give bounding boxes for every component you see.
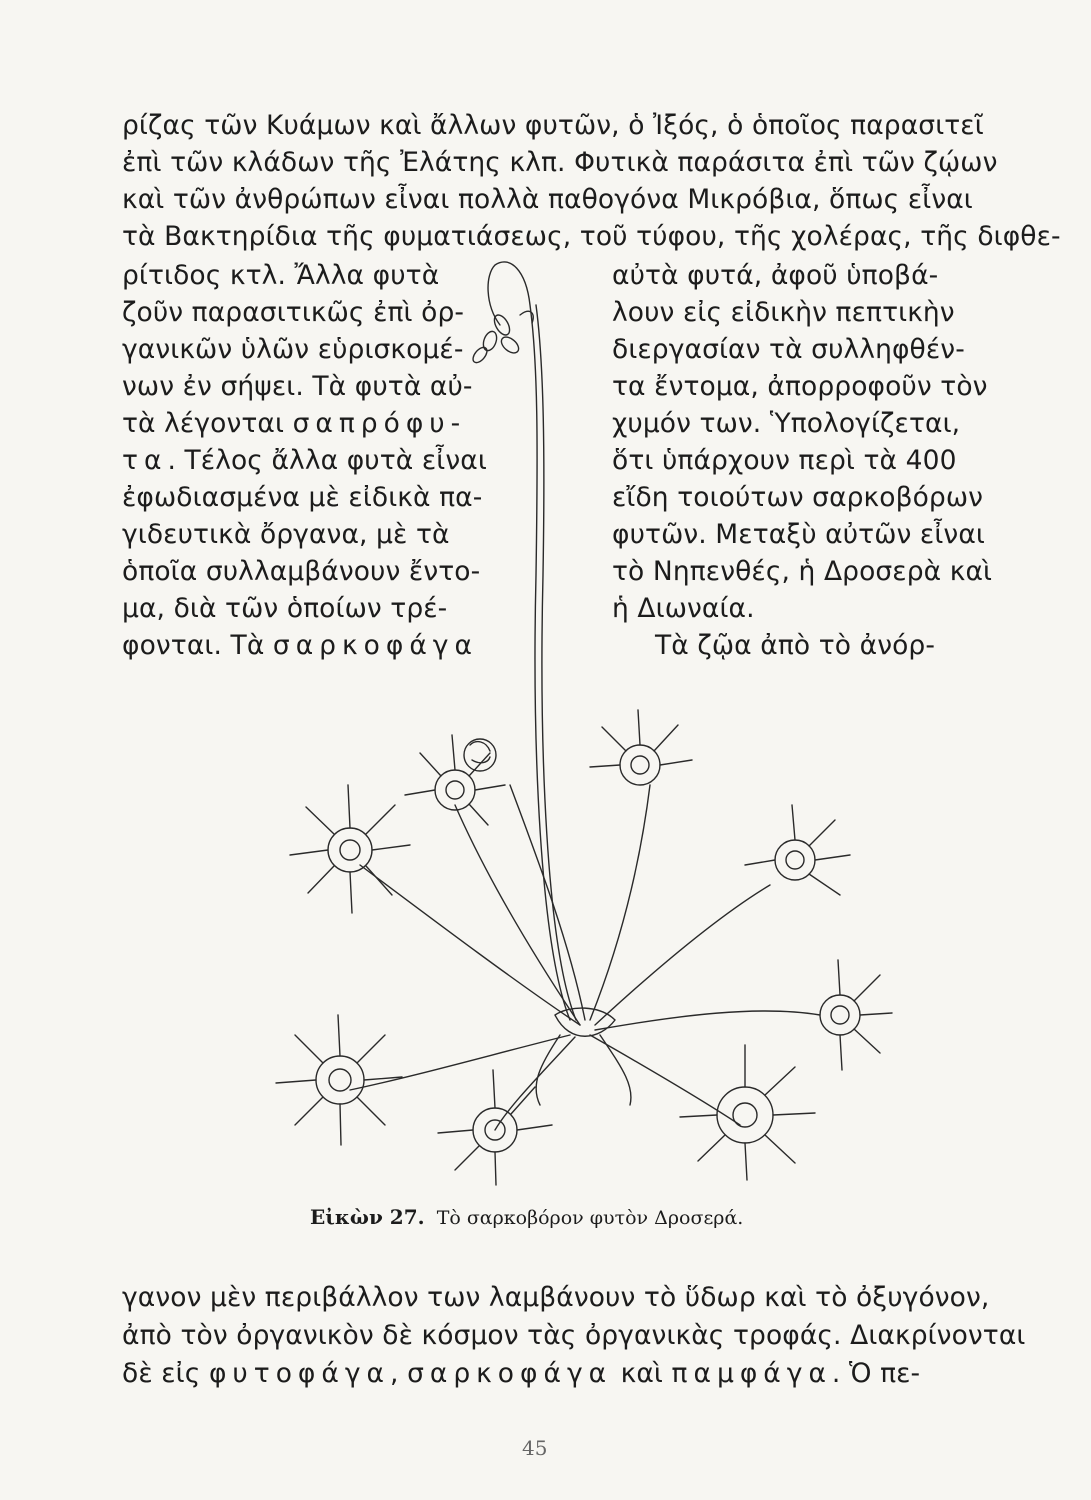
leaf-petioles xyxy=(350,785,820,1130)
body-text-line-1: ρίζας τῶν Κυάμων καὶ ἄλλων φυτῶν, ὁ Ἰξός, ὁ ὁποῖος παρασιτεῖ xyxy=(122,110,984,141)
text-run: δὲ εἰς xyxy=(122,1358,209,1389)
right-column-line: ἡ Διωναία. xyxy=(612,593,755,624)
text-run: τὰ λέγονται xyxy=(122,408,293,439)
right-column-line: διεργασίαν τὰ συλληφθέν- xyxy=(612,334,965,365)
leaf-rosette-5 xyxy=(745,805,850,895)
spaced-term-fytofaga: φυτοφάγα xyxy=(208,1358,391,1389)
spaced-term-pamfaga: παμφάγα xyxy=(671,1358,832,1389)
right-column-line: τὸ Νηπενθές, ἡ Δροσερὰ καὶ xyxy=(612,556,993,587)
right-column-line: τα ἔντομα, ἀπορροφοῦν τὸν xyxy=(612,371,988,402)
right-column-line: εἴδη τοιούτων σαρκοβόρων xyxy=(612,482,984,513)
body-text-line-2: ἐπὶ τῶν κλάδων τῆς Ἐλάτης κλπ. Φυτικὰ παράσιτα ἐπὶ τῶν ζῴων xyxy=(122,147,998,178)
body-text-line-3: καὶ τῶν ἀνθρώπων εἶναι πολλὰ παθογόνα Μικρόβια, ὅπως εἶναι xyxy=(122,184,973,215)
text-run: . Τέλος ἄλλα φυτὰ εἶναι xyxy=(167,445,487,476)
caption-label: Εἰκὼν 27. xyxy=(310,1205,425,1229)
leaf-rosette-2 xyxy=(405,735,505,825)
drosera-plant-illustration xyxy=(240,245,960,1200)
spaced-term-saprophyta: σαπρόφυ- xyxy=(292,408,467,439)
leaf-rosette-7 xyxy=(680,1045,815,1180)
body-text-line: γανον μὲν περιβάλλον των λαμβάνουν τὸ ὕδωρ καὶ τὸ ὀξυγόνον, xyxy=(122,1282,990,1313)
body-text-line: ἀπὸ τὸν ὀργανικὸν δὲ κόσμον τὰς ὀργανικὰς τροφάς. Διακρίνονται xyxy=(122,1320,1026,1351)
right-column-line: λουν εἰς εἰδικὴν πεπτικὴν xyxy=(612,297,955,328)
right-column-line: χυμόν των. Ὑπολογίζεται, xyxy=(612,408,961,439)
left-column-line: γανικῶν ὑλῶν εὑρισκομέ- xyxy=(122,334,464,365)
spaced-term-saprophyta-end: τα xyxy=(122,445,168,476)
left-column-line: ρίτιδος κτλ. Ἄλλα φυτὰ xyxy=(122,260,440,291)
figure-caption xyxy=(310,1205,743,1229)
leaf-rosette-4 xyxy=(590,710,692,785)
text-run: φονται. Τὰ xyxy=(122,630,273,661)
spaced-term-sarkofaga: σαρκοφάγα xyxy=(272,630,478,661)
left-column-line: ἐφωδιασμένα μὲ εἰδικὰ πα- xyxy=(122,482,483,513)
right-column-line: Τὰ ζῷα ἀπὸ τὸ ἀνόρ- xyxy=(655,630,935,661)
leaf-rosette-1 xyxy=(290,785,410,913)
left-column-line: γιδευτικὰ ὄργανα, μὲ τὰ xyxy=(122,519,450,550)
left-column-line: ὁποῖα συλλαμβάνουν ἔντο- xyxy=(122,556,481,587)
body-text-line xyxy=(122,1356,920,1392)
text-run: καὶ xyxy=(612,1358,672,1389)
text-run: , xyxy=(390,1358,408,1389)
flower-stalk xyxy=(488,262,570,1020)
leaf-rosette-9 xyxy=(276,1015,402,1145)
leaf-rosette-6 xyxy=(820,960,892,1070)
leaf-rosette-8 xyxy=(438,1070,552,1185)
body-text-line-4: τὰ Βακτηρίδια τῆς φυματιάσεως, τοῦ τύφου, τῆς χολέρας, τῆς διφθε- xyxy=(122,221,1061,252)
text-run: . Ὁ πε- xyxy=(831,1358,921,1389)
leaf-rosette-3 xyxy=(464,739,496,771)
caption-text: Τὸ σαρκοβόρον φυτὸν Δροσερά. xyxy=(436,1207,744,1229)
right-column-line: φυτῶν. Μεταξὺ αὐτῶν εἶναι xyxy=(612,519,985,550)
left-column-line: μα, διὰ τῶν ὁποίων τρέ- xyxy=(122,593,448,624)
right-column-line: ὅτι ὑπάρχουν περὶ τὰ 400 xyxy=(612,445,957,476)
left-column-line: ζοῦν παρασιτικῶς ἐπὶ ὀρ- xyxy=(122,297,465,328)
spaced-term-sarkofaga: σαρκοφάγα xyxy=(407,1358,613,1389)
plant-base xyxy=(536,1008,631,1105)
page-number: 45 xyxy=(522,1436,548,1460)
right-column-line: αὐτὰ φυτά, ἀφοῦ ὑποβά- xyxy=(612,260,939,291)
left-column-line: νων ἐν σήψει. Τὰ φυτὰ αὐ- xyxy=(122,371,473,402)
flower-buds xyxy=(470,311,533,365)
